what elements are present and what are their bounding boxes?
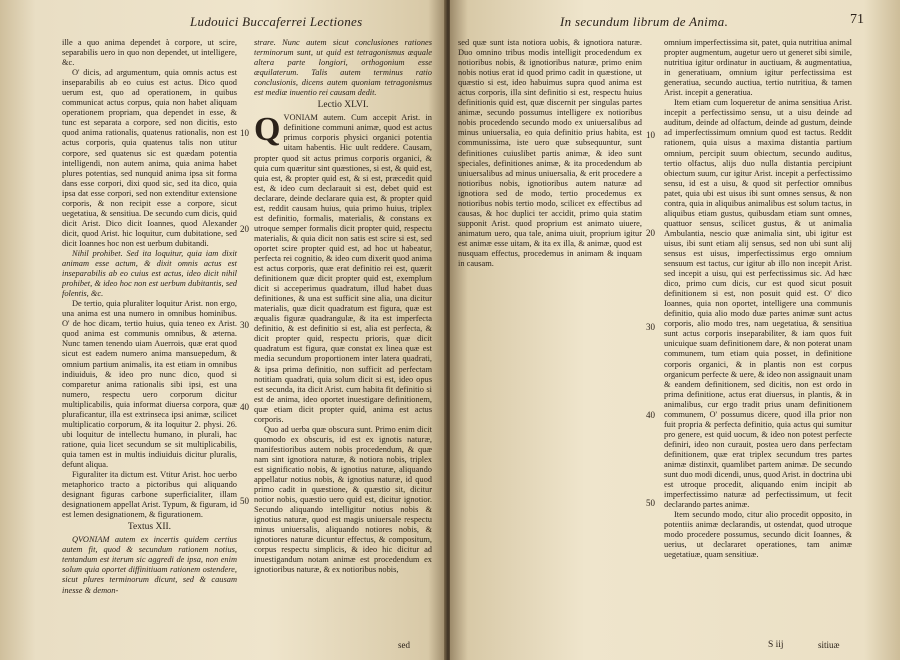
paragraph: ille a quo anima dependet à corpore, ut scire, separabilis uero in quo non dependet, ut intelligere, &c.	[62, 38, 237, 68]
paragraph: Figuraliter ita dictum est. Vtitur Arist. hoc uerbo metaphorico tracto a pictoribus qui aliquando designant figuras carbone superficialiter, illam designationem appellat Arist. Typum, & figuram, id est lemen designationem, & figurationem.	[62, 470, 237, 520]
signature-mark: S iij	[768, 640, 784, 650]
paragraph: Quo ad uerba quæ obscura sunt. Primo enim dicit quomodo ex obscuris, id est ex ignotis naturæ, manifestioribus autem nobis procedendum, & quæ nam sint ignotiora naturæ, & notiora nobis, triplex est significatio nobis, & ignotius naturæ, aliquando appellatur notius nobis, & ignotius naturæ, id quod primo cadit in quæstione, & quæstio sit, dicitur notior nobis, quæstio uero quid est, dicitur ignotior. Secundo aliquando intelligitur notius nobis & ignotius naturæ, quod est magis uniuersale respectu minus uniuersalis, aliquando notiores nobis, & ignotiores naturæ dicuntur effectus, & compositum, corpus respectu simplicis, & ideo hic dicitur ad inuestigandum notam animæ est procedendum ex ignotioribus naturæ, & ex notioribus nobis,	[254, 424, 432, 575]
section-heading: Textus XII.	[127, 522, 172, 533]
right-column-2	[664, 38, 852, 560]
paragraph: strare. Nunc autem sicut conclusiones rationes terminorum sunt, ut quid est tetragonismus æquale altera parte longiori, orthogonium esse æquilaterum. Talis autem terminus ratio conclusionis, dicens autem quoniam tetragonismus est mediæ inuentio rei causam dedit.	[254, 38, 432, 98]
paragraph: De tertio, quia pluraliter loquitur Arist. non ergo, una anima est una numero in omnibus hominibus. O' de hoc dicam, tertio huius, quia teneo ex Arist. quod anima est communis omnibus, & æterna. Nunc tamen tenendo uiam Auerrois, quæ erat quod sicut est eadem numero anima mansuepedum, & omnium partium animalis, ita est etiam in omnibus indiuiduis, & ideo pro nunc dico, quod si comparetur anima rationalis sibi ipsi, est una numero, respectu uero corporum dicitur multiplicabilis, quia informat diuersa corpora, quæ pluraficantur, illa est extrinseca ipsi animæ, scilicet multiplicatio corporum, & ita loquitur 2. physi. 26. ubi loquitur de intellectu humano, in plurali, hac ratione, quia licet secundum se sit multiplicabilis, quia tamen est in multis indiuiduis dicitur pluralis, defunt aliqua.	[62, 299, 237, 469]
left-column-1	[62, 38, 237, 596]
paragraph: Item secundo modo, citur alio procedit opposito, in potentiis animæ declarandis, ut ostendat, quod utroque modo procedere possumus, secundo dicit Ioannes, & uerius, ut declararet operationes, tam animæ uegetatiuæ, quam sensitiuæ.	[664, 510, 852, 560]
section-heading: Lectio XLVI.	[317, 100, 369, 111]
left-column-2	[254, 38, 432, 575]
catchword: sed	[398, 640, 410, 650]
paragraph: O' dicis, ad argumentum, quia omnis actus est inseparabilis ab eo cuius est actus. Dico quod uerum est, quo ad operationem, in quibus communicat actus corpus, quia non habet aliquam operationem propriam, qua dependet in esse, & tunc est separata a corpore, sed non dicitis, esto quod anima rationalis, quatenus rationalis, non est actus corporis, quia quatenus talis non utitur corpore, sed quatenus sic est quædam potentia intelligendi, non autem anima, quia anima habet plures potentias, sed nunquid anima ipsa sit forma dans esse corpori, dixi quod sic, sed ita dico, quia ipsa dat esse corpori, sed non extenditur extensione corporis, & non recipit esse a corpore, sicut uegetatiua, & sensitiua. De secundo cum dicis, quid dicit Arist. Dico dicit Ioannes, quod Alexander dicit, quod Arist. hic loquitur, cum dubitatione, sed dicit Ioannes hoc non est uerbum dubitandi.	[62, 68, 237, 248]
drop-cap: Q	[254, 111, 281, 149]
paragraph: sed quæ sunt ista notiora uobis, & ignotiora naturæ. Duo omnino tribus modis intelligit procedendum ex notioribus nobis, & ignotioribus naturæ, primo enim nobis notius erat id quod primo cadit in quæstione, ut quæstio si est, ideo habuimus supra quod anima est actus corporis, illa sint definitio si est, respectu huius definitionis quid est, quæ discernit per singulas partes animæ, secundo possumus intelligere ex notioribus nobis procedendo secundo modo ex uniuersalibus ad minus uniuersalia, eo quia definitio prius habita, est communissima, iste uero quæ subsequuntur, sunt definitiones cuiuslibet partis animæ, & ideo sunt speciales, definitiones animæ, & ita procedendum ab uniuersalibus ad minus uniuersalia, & erit procedere a notioribus nobis, ignotioribus autem naturæ ad ignotiora sed de modo, tertio procedemus ex notioribus nobis tertio modo, scilicet ex effectibus ad causas, & hoc duplici ter accidit, primo quia statim supponit Arist. quod proprium est animato uiuere, animatum uero, qua tale, anima uiuit, proprium igitur est animæ esse uitam, & ita ex illa, & animæ, quod est nusquam effectus, procedemus in animam & inquam in causam.	[458, 38, 642, 269]
right-page: In secundum librum de Anima. 71 sed quæ sunt ista notiora uobis, & ignotiora naturæ. Duo omnino tribus modis intelligit procedendum ex notioribus nobis, & ignotioribus naturæ, primo enim nobis notius erat id quod primo cadit in quæstione, ut quæstio si est, ideo habuimus supra quod anima est actus corporis, illa sint definitio si est, respectu huius definitionis quid est, quæ discernit per singulas partes animæ, secundo possumus intelligere ex notioribus nobis procedendo secundo modo ex uniuersalibus ad minus uniuersalia, eo quia definitio prius habita, est communissima, iste uero quæ subsequuntur, sunt definitiones cuiuslibet partis animæ, & ideo sunt speciales, definitiones animæ, & ita procedendum ab uniuersalibus ad minus uniuersalia, & erit procedere a notioribus nobis, ignotioribus autem naturæ ad ignotiora sed de modo, tertio procedemus ex notioribus nobis tertio modo, scilicet ex effectibus ad causas, & hoc duplici ter accidit, primo quia statim supponit Arist. quod proprium est animato uiuere, animatum uero, qua tale, anima uiuit, proprium igitur est animæ esse uitam, & ita ex illa, & animæ, quod est nusquam effectus, procedemus in animam & inquam in causam. 10 20 30 40 50 omnium imperfectissima sit, patet, quia nutritiua animal propter augmentum, augetur uero ut generet sibi simile, nutritiua igitur ordinatur in auctiuam, & augmentatiua, in generatiuam, omnium igitur perfectissima est generatiua, secundo auctiua, tertio nutritiua, & tamen Arist. incepit a generatiua. Item etiam cum loqueretur de anima sensitiua Arist. incepit a perfectissimo sensu, ut a uisu deinde ad auditum, deinde ad olfactum, deinde ad gustum, deinde ad imperfectissimum omnium quod est tactus. Reddit rationem, quia uisus a maxima distantia partium omnium, percipit suum obiectum, secundo auditus, tertio olfactus, alijs duo nulla distantia percipiunt obiectum suum, cur igitur Arist. incepit a perfectissimo sensu, id est a uisu, & quod sit perfectior omnibus patet, quia ubi est uisus ibi sunt omnes sensus, & non contra, quia in aliquibus animalibus est solum tactus, in aliquibus etiam gustus, quibusdam etiam sunt omnes, quattuor sensus, scilicet gustus, & ut animalia Ambulantia, nescio quæ animalia sint, ubi igitur est uisus, ibi sunt etiam alij sensus, sed non ubi sunt alij sensus est uisus, imperfectissimus ergo omnium sensuum est tactus, cur igitur ab illo non incepit Arist. sed incepit a uisu, qui est perfectissimus sic. Ad hæc dico, primo cum dicis, cur est quod sicut posuit definitionem si est, non posuit quid est. O' dico Ioannes, quia non oportet, intelligere una communis definitio, quia alio modo duæ partes animæ sunt actus corporis, alio modo tres, nam uegetatiua, & sensitiua sunt actus corporis inseparabiliter, & iam quos fuit unicuique suam definitionem dare, & non poterat unam communem, tum etiam quia posset, in definitione corporis organici, & in plantis non est corpus organicum perfecte & uere, & ideo non assignauit unam & eandem definitionem, sed dicitis, non est ordo in prima definitione, actus erat diuersus, in plantis, & in animalibus, cur ergo tradit prius unam definitionem communem, O' possumus dicere, quod illa prior non fuit propria & perfecta definitio, quia actus qui sumitur pro genere, est quid uocum, & ideo non potest perfecte definiri, ideo non curauit, postea uero dans perfectam definitionem, quæ erat triplex secundum tres partes animæ distinxit, quamlibet partem animæ. De secundo sunt duo modi dicendi, unus, quod Arist. in doctrina ubi est utroque procedit, aliquando enim incipit ab imperfectissimo naturæ ad perfectissimum, ut fecit declarando partes animæ. Item secundo modo, citur alio procedit opposito, in potentiis animæ declarandis, ut ostendat, quod utroque modo procedere possumus, secundo dicit Ioannes, & uerius, ut declararet operationes, tam animæ uegetatiuæ, quam sensitiuæ. S iij sitiuæ	[450, 0, 900, 660]
left-page: Ludouici Buccaferrei Lectiones ille a quo anima dependet à corpore, ut scire, separabilis uero in quo non dependet, ut intelligere, &c. O' dicis, ad argumentum, quia omnis actus est inseparabilis ab eo cuius est actus. Dico quod uerum est, quo ad operationem, in quibus communicat actus corpus, quia non habet aliquam operationem propriam, qua dependet in esse, & tunc est separata a corpore, sed non dicitis, esto quod anima rationalis, quatenus rationalis, non est actus corporis, quia quatenus talis non utitur corpore, sed quatenus sic est quædam potentia intelligendi, non autem anima, quia anima habet plures potentias, sed nunquid anima ipsa sit forma dans esse corpori, dixi quod sic, sed ita dico, quia ipsa dat esse corpori, sed non extenditur extensione corporis, & non recipit esse a corpore, sicut uegetatiua, & sensitiua. De secundo cum dicis, quid dicit Arist. Dico dicit Ioannes, quod Alexander dicit, quod Arist. hic loquitur, cum dubitatione, sed dicit Ioannes hoc non est uerbum dubitandi. Nihil prohibet. Sed ita loquitur, quia iam dixit animam esse actum, & dixit omnis actus est inseparabilis ab eo cuius est actus, ideo dicit nihil prohibet, & ideo hoc non est uerbum dubitantis, sed folentis, &c. De tertio, quia pluraliter loquitur Arist. non ergo, una anima est una numero in omnibus hominibus. O' de hoc dicam, tertio huius, quia teneo ex Arist. quod anima est communis omnibus, & æterna. Nunc tamen tenendo uiam Auerrois, quæ erat quod sicut est eadem numero anima mansuepedum, & omnium partium animalis, ita est etiam in omnibus indiuiduis, & ideo pro nunc dico, quod si comparetur anima rationalis sibi ipsi, est una numero, respectu uero corporum dicitur multiplicabilis, quia informat diuersa corpora, quæ pluraficantur, illa est extrinseca ipsi animæ, scilicet multiplicatio corporum, & ita loquitur 2. physi. 26. ubi loquitur de intellectu humano, in plurali, hac ratione, quia licet secundum se sit multiplicabilis, quia tamen est in multis indiuiduis dicitur pluralis, defunt aliqua. Figuraliter ita dictum est. Vtitur Arist. hoc uerbo metaphorico tracto a pictoribus qui aliquando designant figuras carbone superficialiter, illam designationem appellat Arist. Typum, & figuram, id est lemen designationem, & figurationem. Textus XII. QVONIAM autem ex incertis quidem certius autem fit, quod & secundum rationem notius, tentandum est iterum sic aggredi de ipsa, non enim solum quia oportet diffinitiuam rationem ostendere, sicut plures terminorum dicunt, sed & causam inesse & demon- 10 20 30 40 50 strare. Nunc autem sicut conclusiones rationes terminorum sunt, ut quid est tetragonismus æquale altera parte longiori, orthogonium esse æquilaterum. Talis autem terminus ratio conclusionis, dicens autem quoniam tetragonismus est mediæ inuentio rei causam dedit. Lectio XLVI. QVONIAM autem. Cum accepit Arist. in definitione communi animæ, quod est actus primus corporis physici organici potentia uitam habentis. Hic uult reddere. Causam, propter quod sit actus primus corporis organici, & quia cum quæritur sint quæstiones, si est, & quid est, quia est, & propter quid est, & si est, præcedit quid est, & ideo cum declarauit si est, debet quid est declarare, deinde declarare quia est, & propter quid est, reddit causam huius, quia primo huius, triplex est definitio, formalis, materialis, & constans ex utroque semper formalis dicit propter quid, respectu materialis, & quia dicit non satis est scire si est, sed oportet scire propter quid est, ad hoc ut habeatur, perfecta rei cognitio, & ideo cum dixerit quod anima est actus corporis, quæ erat definitio rei est, quærit definitionem quæ dicit propter quid est, exemplum dicit si acceperimus quadratum, illud habet duas definitiones, & una est sufficit sine alia, una dicitur materialis, quæ dicit quadratum est figura, quæ est æqualis figuræ quadrangulæ, & ita est imperfecta definitio, & est definitio si est, alia est perfecta, & dicit propter quid, respectu prioris, quæ dicit quadratum est figura, quæ constat ex linea quæ est media secundum proportionem inter latera quadrati, & ipsa prima definitio, non sufficit ad perfectam notitiam quadrati, quia solum dicit si est, ideo opus est secunda, ita dicit Arist. cum habita fit definitio si est de anima, ideo oportet inuestigare definitionem, quæ etiam dicit propter quid, anima est actus corporis. Quo ad uerba quæ obscura sunt. Primo enim dicit quomodo ex obscuris, id est ex ignotis naturæ, manifestioribus autem nobis procedendum, & quæ nam sint ignotiora naturæ, & notiora nobis, triplex est significatio nobis, & ignotius naturæ, aliquando appellatur notius nobis, & ignotius naturæ, id quod primo cadit in quæstione, & quæstio sit, dicitur notior nobis, quæstio uero quid est, dicitur ignotior. Secundo aliquando intelligitur notius nobis & ignotius naturæ, quod est magis uniuersale respectu minus uniuersalis, aliquando notiores nobis, & ignotiores naturæ dicuntur effectus, & compositum, corpus respectu simplicis, & ideo hic dicitur ad inuestigandum notam animæ est procedendum ex ignotioribus naturæ, & ex notioribus nobis, sed	[0, 0, 446, 660]
paragraph: QVONIAM autem. Cum accepit Arist. in definitione communi animæ, quod est actus primus corporis physici organici potentia uitam habentis. Hic uult reddere. Causam, propter quod sit actus primus corporis organici, & quia cum quæritur sint quæstiones, si est, & quid est, quia est, & propter quid est, & si est, præcedit quid est, & ideo cum declarauit si est, debet quid est declarare, deinde declarare quia est, & propter quid est, reddit causam huius, quia primo huius, triplex est definitio, formalis, materialis, & constans ex utroque semper formalis dicit propter quid, respectu materialis, & quia dicit non satis est scire si est, sed oportet scire propter quid est, ad hoc ut habeatur, perfecta rei cognitio, & ideo cum dixerit quod anima est actus corporis, quæ erat definitio rei est, quærit definitionem quæ dicit propter quid est, exemplum dicit si acceperimus quadratum, illud habet duas definitiones, & una est sufficit sine alia, una dicitur materialis, quæ dicit quadratum est figura, quæ est æqualis figuræ quadrangulæ, & ita est imperfecta definitio, & est definitio si est, alia est perfecta, & dicit propter quid, respectu prioris, quæ dicit quadratum est figura, quæ constat ex linea quæ est media secundum proportionem inter latera quadrati, & ipsa prima definitio, non sufficit ad perfectam notitiam quadrati, quia solum dicit si est, ideo opus est secunda, ita dicit Arist. cum habita fit definitio si est de anima, ideo oportet inuestigare definitionem, quæ etiam dicit propter quid, anima est actus corporis.	[254, 111, 432, 424]
paragraph: QVONIAM autem ex incertis quidem certius autem fit, quod & secundum rationem notius, tentandum est iterum sic aggredi de ipsa, non enim solum quia oportet diffinitiuam rationem ostendere, sicut plures terminorum dicunt, sed & causam inesse & demon-	[62, 535, 237, 595]
catchword: sitiuæ	[818, 640, 840, 650]
running-head-right: In secundum librum de Anima.	[560, 14, 729, 29]
page-number: 71	[850, 12, 864, 27]
paragraph: Item etiam cum loqueretur de anima sensitiua Arist. incepit a perfectissimo sensu, ut a uisu deinde ad auditum, deinde ad olfactum, deinde ad gustum, deinde ad imperfectissimum omnium quod est tactus. Reddit rationem, quia uisus a maxima distantia partium omnium, percipit suum obiectum, secundo auditus, tertio olfactus, alijs duo nulla distantia percipiunt obiectum suum, cur igitur Arist. incepit a perfectissimo sensu, id est a uisu, & quod sit perfectior omnibus patet, quia ubi est uisus ibi sunt omnes sensus, & non contra, quia in aliquibus animalibus est solum tactus, in aliquibus etiam gustus, quibusdam etiam sunt omnes, quattuor sensus, scilicet gustus, & ut animalia Ambulantia, nescio quæ animalia sint, ubi igitur est uisus, ibi sunt etiam alij sensus, sed non ubi sunt alij sensus est uisus, imperfectissimus ergo omnium sensuum est tactus, cur igitur ab illo non incepit Arist. sed incepit a uisu, qui est perfectissimus sic. Ad hæc dico, primo cum dicis, cur est quod sicut posuit definitionem si est, non posuit quid est. O' dico Ioannes, quia non oportet, intelligere una communis definitio, quia alio modo duæ partes animæ sunt actus corporis, alio modo tres, nam uegetatiua, & sensitiua sunt actus corporis inseparabiliter, & iam quos fuit unicuique suam definitionem dare, & non poterat unam communem, tum etiam quia posset, in definitione corporis organici, & in plantis non est corpus organicum perfecte & uere, & ideo non assignauit unam & eandem definitionem, sed dicitis, non est ordo in prima definitione, actus erat diuersus, in plantis, & in animalibus, cur ergo tradit prius unam definitionem communem, O' possumus dicere, quod illa prior non fuit propria & perfecta definitio, quia actus qui sumitur pro genere, est quid uocum, & ideo non potest perfecte definiri, ideo non curauit, postea uero dans perfectam definitionem, quæ erat triplex secundum tres partes animæ distinxit, quamlibet partem animæ. De secundo sunt duo modi dicendi, unus, quod Arist. in doctrina ubi est utroque procedit, aliquando enim incipit ab imperfectissimo naturæ ad perfectissimum, ut fecit declarando partes animæ.	[664, 98, 852, 510]
paragraph: Nihil prohibet. Sed ita loquitur, quia iam dixit animam esse actum, & dixit omnis actus est inseparabilis ab eo cuius est actus, ideo dicit nihil prohibet, & ideo hoc non est uerbum dubitantis, sed folentis, &c.	[62, 248, 237, 299]
running-head-left: Ludouici Buccaferrei Lectiones	[190, 14, 363, 29]
paragraph: omnium imperfectissima sit, patet, quia nutritiua animal propter augmentum, augetur uero ut generet sibi simile, nutritiua igitur ordinatur in auctiuam, & augmentatiua, in generatiuam, omnium igitur perfectissima est generatiua, secundo auctiua, tertio nutritiua, & tamen Arist. incepit a generatiua.	[664, 38, 852, 98]
right-column-1	[458, 38, 642, 269]
